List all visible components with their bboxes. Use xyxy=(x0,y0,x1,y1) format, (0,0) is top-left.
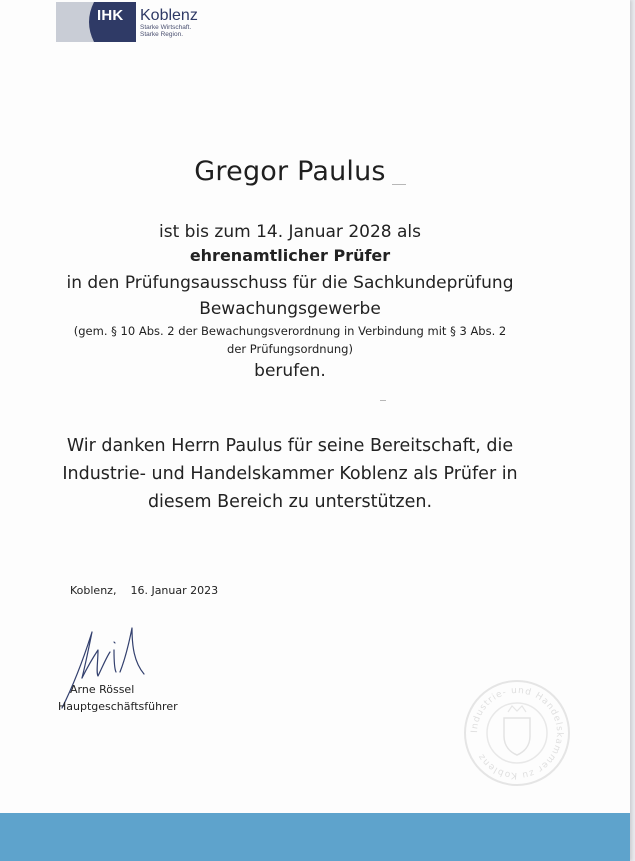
svg-text:Industrie- und Handelskammer z xyxy=(470,686,564,780)
place-and-date xyxy=(70,584,218,597)
embossed-seal-icon xyxy=(462,678,572,793)
place: Koblenz, xyxy=(70,584,117,597)
logo-abbr: IHK xyxy=(97,7,124,24)
logo-city: Koblenz xyxy=(140,7,198,24)
appointment-line-3: in den Prüfungsausschuss für die Sachkundeprüfung xyxy=(66,273,514,293)
legal-reference-2: der Prüfungsordnung) xyxy=(227,342,353,356)
signer-name: Arne Rössel xyxy=(70,683,135,696)
logo-tagline-1: Starke Wirtschaft. xyxy=(140,24,192,31)
signer-title: Hauptgeschäftsführer xyxy=(58,700,178,713)
seal-text: Industrie- und Handelskammer zu Koblenz xyxy=(469,685,565,781)
issue-date: 16. Januar 2023 xyxy=(130,584,219,597)
bottom-color-bar xyxy=(0,813,630,861)
logo-text xyxy=(140,2,198,42)
appointment-line-1: ist bis zum 14. Januar 2028 als xyxy=(159,222,421,242)
appointment-line-4: Bewachungsgewerbe xyxy=(199,299,381,319)
thanks-paragraph xyxy=(0,432,580,516)
thanks-line-3: diesem Bereich zu unterstützen. xyxy=(147,492,433,512)
logo-tagline-2: Starke Region. xyxy=(140,31,183,38)
appointment-role: ehrenamtlicher Prüfer xyxy=(189,246,391,265)
thanks-line-1: Wir danken Herrn Paulus für seine Bereitschaft, die xyxy=(66,436,514,456)
recipient-name: Gregor Paulus xyxy=(194,156,386,187)
ihk-logo xyxy=(56,2,198,42)
thanks-line-2: Industrie- und Handelskammer Koblenz als Prüfer in xyxy=(62,464,518,484)
appointment-line-7: berufen. xyxy=(254,361,326,381)
legal-reference-1: (gem. § 10 Abs. 2 der Bewachungsverordnung in Verbindung mit § 3 Abs. 2 xyxy=(73,324,507,338)
ihk-logo-icon xyxy=(56,2,136,42)
